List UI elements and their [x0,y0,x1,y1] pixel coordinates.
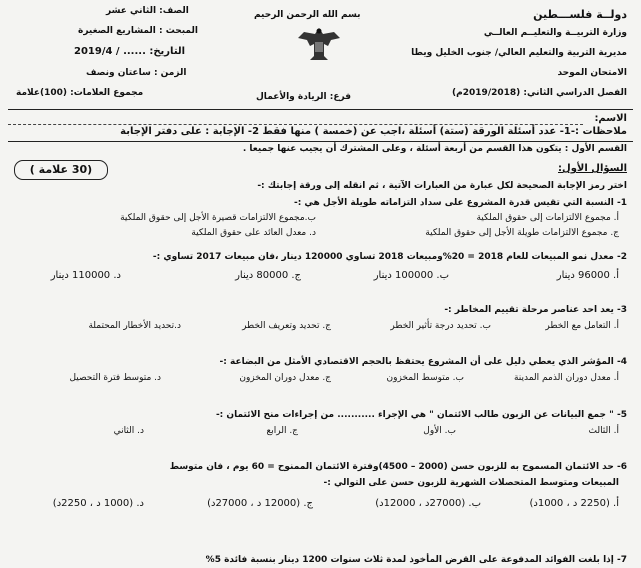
state-name: دولــة فلســـطين [533,8,627,21]
item-3-stem: 3- يعد احد عناصر مرحلة تقييم المخاطر :- [444,305,627,315]
student-name-label: الاسم: [594,113,627,124]
item-2-option-b: ب. 100000 دينار [373,270,449,281]
basmala: بسم الله الرحمن الرحيم [254,10,361,20]
item-5-stem: 5- " جمع البيانات عن الزبون طالب الائتمان " هي الإجراء ........... من إجراءات منح الائتمان :- [215,410,627,420]
item-6-option-b: ب. (27000د ، 12000د) [375,498,481,509]
exam-date: التاريخ: ...... / 2019/4 [74,46,186,57]
item-2-stem: 2- معدل نمو المبيعات للعام 2018 = 20%ومبيعات 2018 تساوي 120000 دينار ،فان مبيعات 2017 تساوي :- [152,252,627,262]
item-6-stem: 6- حد الائتمان المسموح به للزبون حسن (2000 – 4500)وفترة الائتمان الممنوح = 60 يوم ، فان متوسط [169,462,627,472]
name-line [8,124,583,125]
item-6-option-d: د. (1000 د ، 2250د) [52,498,144,509]
item-6-stem-continued: المبيعات ومتوسط المتحصلات الشهرية للزبون حسن على التوالي :- [323,478,619,488]
item-2-option-d: د. 110000 دينار [50,270,121,281]
directorate-name: مديرية التربية والتعليم العالي/ جنوب الخليل ويطا [411,48,627,58]
item-3-option-b: ب. تحديد درجة تأثير الخطر [390,321,491,331]
item-5-option-a: أ. الثالث [588,426,619,436]
item-1-option-b: ب.مجموع الالتزامات قصيرة الأجل إلى حقوق الملكية [120,213,316,223]
semester: الفصل الدراسي الثاني: (2019/2018م) [452,88,627,98]
item-2-option-a: أ. 96000 دينار [556,270,619,281]
exam-type: الامتحان الموحد [557,68,627,78]
item-2-option-c: ج. 80000 دينار [235,270,301,281]
item-5-option-d: د. الثاني [113,426,144,436]
item-1-option-a: أ. مجموع الالتزامات إلى حقوق الملكية [476,213,619,223]
duration: الزمن : ساعتان ونصف [86,68,187,78]
item-7-stem-partial: 7- إذا بلغت الفوائد المدفوعة على القرض المأخوذ لمدة ثلاث سنوات 1200 دينار بنسبة فائدة 5% [205,555,627,565]
eagle-emblem-icon [296,24,342,64]
item-4-option-a: أ. معدل دوران الذمم المدينة [513,373,619,383]
subject: المبحث : المشاريع الصغيرة [78,26,198,36]
grade: الصف: الثاني عشر [106,6,189,16]
item-4-option-c: ج. معدل دوران المخزون [239,373,331,383]
item-4-stem: 4- المؤشر الذي يعطي دليل على أن المشروع يحتفظ بالحجم الاقتصادي الأمثل من البضاعة :- [219,357,627,367]
ministry-name: وزارة التربيــة والتعليــم العالــي [483,28,627,38]
item-3-option-a: أ. التعامل مع الخطر [545,321,619,331]
item-5-option-c: ج. الرابع [266,426,298,436]
item-4-option-d: د. متوسط فترة التحصيل [69,373,161,383]
item-4-option-b: ب. متوسط المخزون [386,373,464,383]
item-1-stem: 1- النسبة التي تقيس قدرة المشروع على سداد التزاماته طويلة الأجل هي :- [293,198,627,208]
total-marks: مجموع العلامات: (100)علامة [16,88,144,98]
item-3-option-c: ج. تحديد وتعريف الخطر [242,321,331,331]
notes: ملاحظات :-1- عدد أسئلة الورقة (ستة) أسئلة ،اجب عن (خمسة ) منها فقط 2- الإجابة : على دفتر الإجابة [120,126,627,137]
header-divider [8,109,633,110]
question-title: السؤال الأول: [558,163,627,174]
notes-divider [8,141,633,142]
branch: فرع: الريادة والأعمال [256,92,352,102]
item-6-option-a: أ. (2250 د ، 1000د) [529,498,619,509]
item-1-option-c: ج. مجموع الالتزامات طويلة الأجل إلى حقوق الملكية [425,228,619,238]
item-1-option-d: د. معدل العائد على حقوق الملكية [191,228,316,238]
item-5-option-b: ب. الأول [423,426,456,436]
question-instruction: اختر رمز الإجابة الصحيحة لكل عبارة من العبارات الآتية ، ثم انقله إلى ورقة إجابتك :- [257,181,627,191]
part-one-note: القسم الأول : يتكون هذا القسم من أربعة أسئلة ، وعلى المشترك أن يجيب عنها جميعا . [242,144,627,154]
question-marks-badge: (30 علامة ) [14,160,108,180]
item-3-option-d: د.تحديد الأخطار المحتملة [88,321,181,331]
item-6-option-c: ج. (12000 د ، 27000د) [207,498,313,509]
